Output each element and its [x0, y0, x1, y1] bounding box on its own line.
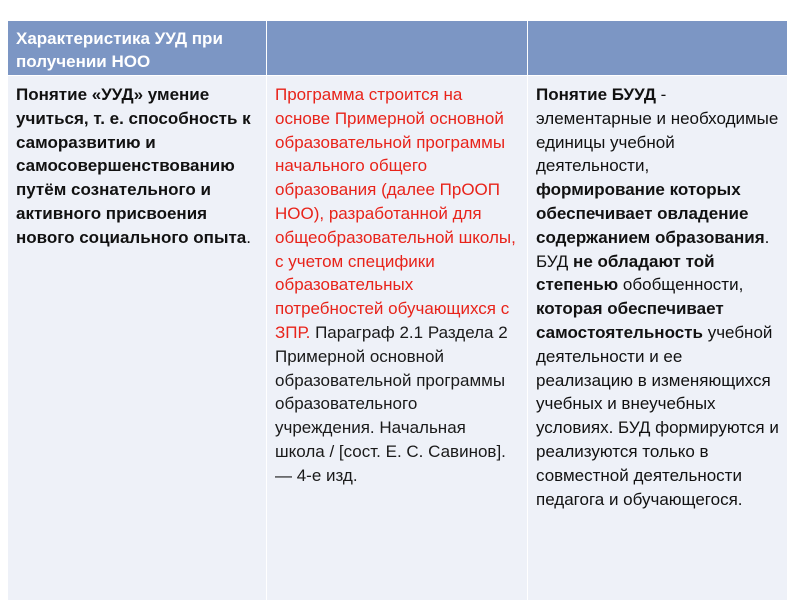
buud-text-6: которая обеспечивает самостоятельность	[536, 299, 724, 342]
uud-definition-cell	[8, 76, 267, 600]
program-basis-cell	[267, 76, 528, 600]
header-row	[8, 21, 788, 76]
buud-definition-cell	[528, 76, 788, 600]
buud-text-4: не обладают той степенью	[536, 251, 715, 295]
uud-table	[7, 20, 788, 600]
header-cell-1: Характеристика УУД при получении НОО	[8, 21, 267, 76]
header-cell-3	[528, 21, 788, 76]
buud-term: Понятие БУУД	[536, 85, 656, 104]
buud-text-7: учебной деятельности и ее реализацию в изменяющихся учебных и внеучебных условиях. БУД формируются и реализуются только в совместной деятельности педагога и обучающегося.	[536, 322, 779, 509]
header-cell-2	[267, 21, 528, 76]
uud-definition-end: .	[246, 227, 251, 247]
buud-text-3: . БУД	[536, 227, 770, 271]
program-basis-reference: Параграф 2.1 Раздела 2 Примерной основной образовательной программы образовательного учреждения. Начальная школа / [сост. Е. С. Савинов]. — 4-е изд.	[275, 322, 508, 485]
buud-text-5: обобщенности,	[618, 275, 744, 295]
program-basis-red-text: Программа строится на основе Примерной основной образовательной программы начального общего образования (далее ПрООП НОО), разработанной для общеобразовательной школы, с учетом специфики образовательных потребностей обучающихся с ЗПР.	[275, 85, 516, 342]
uud-definition-text: Понятие «УУД» умение учиться, т. е. способность к саморазвитию и самосовершенствованию путём сознательного и активного присвоения нового социального опыта	[16, 85, 251, 247]
buud-text-1: - элементарные и необходимые единицы учебной деятельности,	[536, 85, 779, 176]
buud-text-2: формирование которых обеспечивает овладение содержанием образования	[536, 180, 765, 247]
body-row	[8, 76, 788, 600]
